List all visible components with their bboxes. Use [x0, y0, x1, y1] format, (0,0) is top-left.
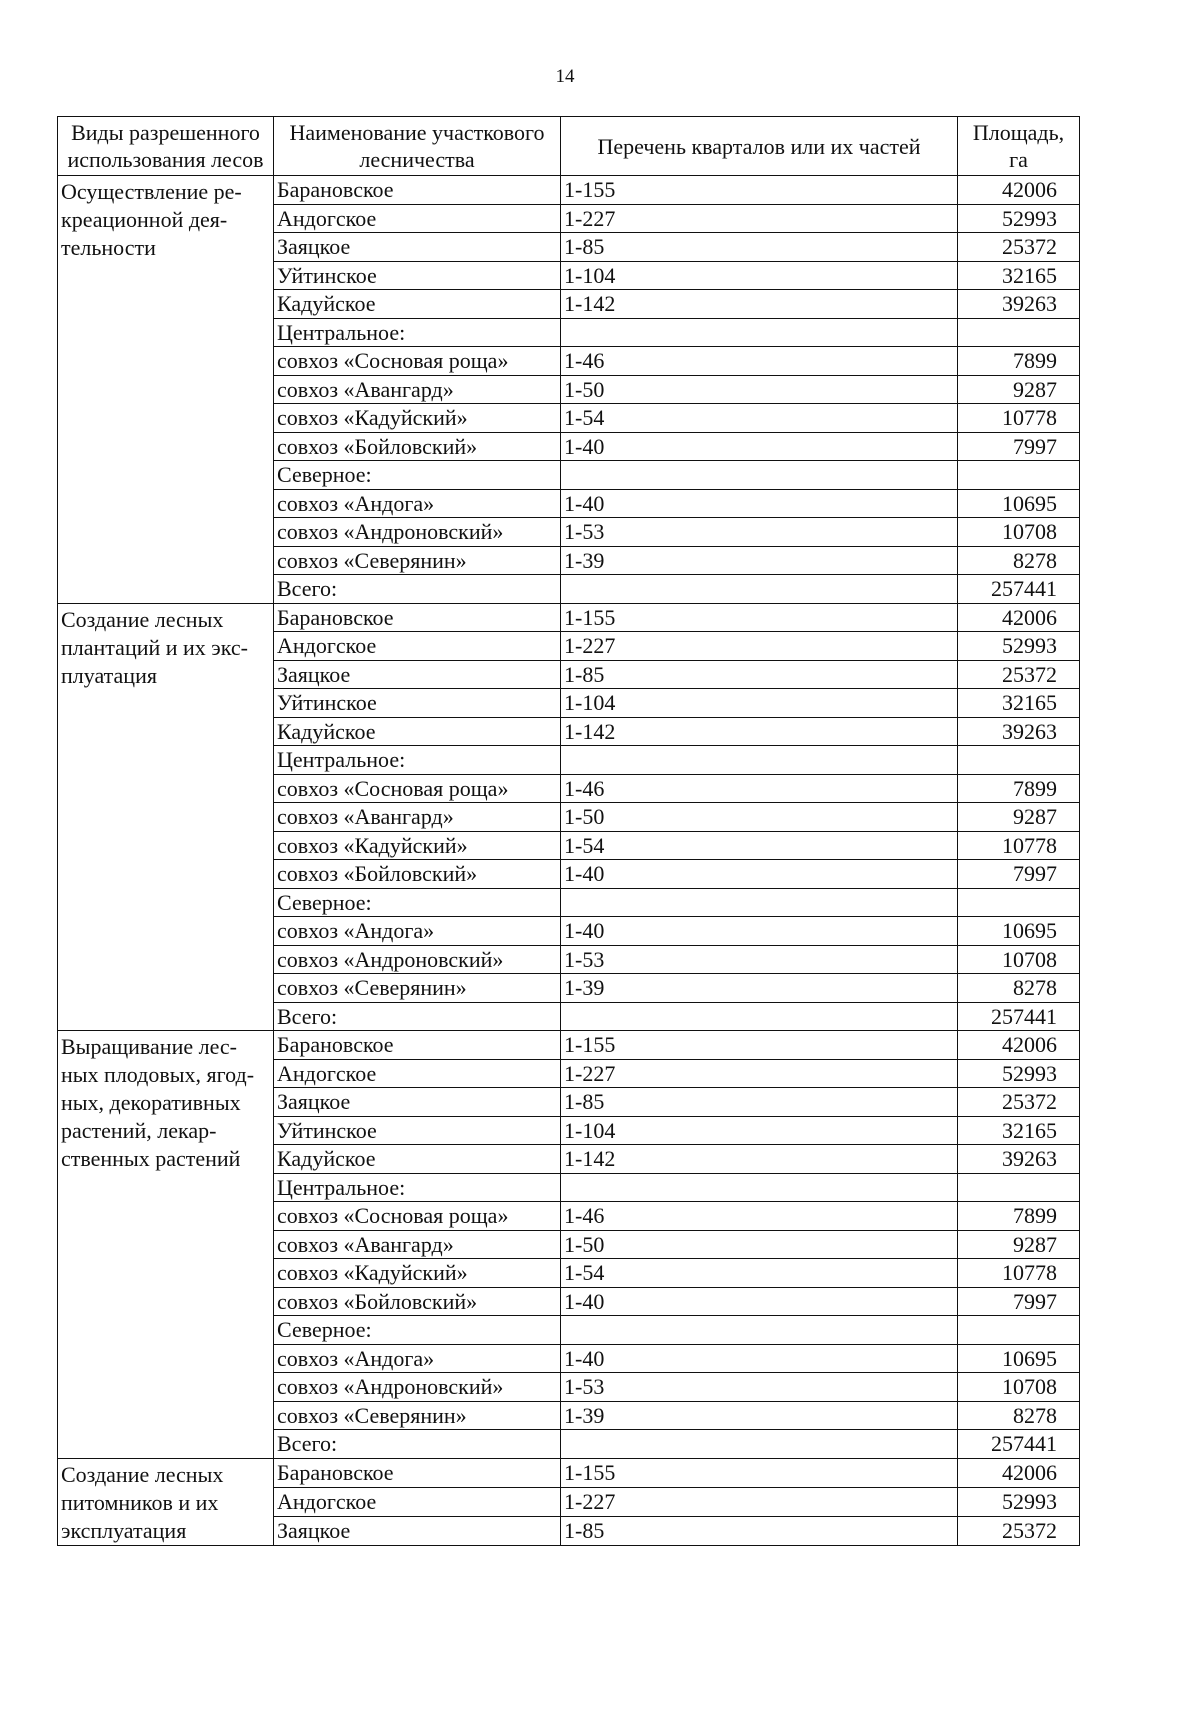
area-cell: 9287 [958, 803, 1080, 832]
forestry-name-cell: совхоз «Кадуйский» [274, 1259, 561, 1288]
table-row [58, 176, 1080, 205]
area-cell: 32165 [958, 1116, 1080, 1145]
quarters-cell [561, 1430, 958, 1459]
forestry-name-cell: совхоз «Андога» [274, 917, 561, 946]
forestry-name-cell: совхоз «Сосновая роща» [274, 774, 561, 803]
quarters-cell: 1-50 [561, 375, 958, 404]
area-cell: 42006 [958, 1031, 1080, 1060]
area-cell: 257441 [958, 575, 1080, 604]
area-cell: 10708 [958, 1373, 1080, 1402]
area-cell: 32165 [958, 261, 1080, 290]
quarters-cell: 1-54 [561, 1259, 958, 1288]
table-row [58, 1458, 1080, 1487]
quarters-cell [561, 888, 958, 917]
quarters-cell: 1-39 [561, 1401, 958, 1430]
table-row [58, 603, 1080, 632]
area-cell: 257441 [958, 1002, 1080, 1031]
forestry-name-cell: совхоз «Сосновая роща» [274, 1202, 561, 1231]
area-cell [958, 1316, 1080, 1345]
forestry-name-cell: Заяцкое [274, 1516, 561, 1545]
quarters-cell: 1-46 [561, 774, 958, 803]
quarters-cell [561, 1316, 958, 1345]
forestry-name-cell: Кадуйское [274, 717, 561, 746]
forestry-name-cell: совхоз «Андроновский» [274, 1373, 561, 1402]
quarters-cell: 1-53 [561, 518, 958, 547]
quarters-cell [561, 575, 958, 604]
area-cell: 8278 [958, 1401, 1080, 1430]
quarters-cell: 1-155 [561, 1031, 958, 1060]
quarters-cell: 1-40 [561, 1287, 958, 1316]
quarters-cell: 1-85 [561, 1088, 958, 1117]
area-cell [958, 888, 1080, 917]
forestry-name-cell: Всего: [274, 575, 561, 604]
forestry-name-cell: совхоз «Бойловский» [274, 1287, 561, 1316]
area-cell: 39263 [958, 717, 1080, 746]
quarters-cell: 1-39 [561, 546, 958, 575]
area-cell: 7899 [958, 347, 1080, 376]
quarters-cell: 1-40 [561, 489, 958, 518]
forestry-name-cell: совхоз «Северянин» [274, 1401, 561, 1430]
forestry-name-cell: Всего: [274, 1430, 561, 1459]
area-cell: 9287 [958, 1230, 1080, 1259]
forestry-name-cell: Барановское [274, 1031, 561, 1060]
area-cell: 52993 [958, 1487, 1080, 1516]
quarters-cell: 1-50 [561, 803, 958, 832]
use-type-cell: Создание лесных питомников и их эксплуатация [58, 1458, 274, 1545]
forestry-name-cell: Центральное: [274, 1173, 561, 1202]
quarters-cell: 1-155 [561, 603, 958, 632]
forestry-name-cell: совхоз «Северянин» [274, 546, 561, 575]
area-cell: 25372 [958, 233, 1080, 262]
area-cell: 7997 [958, 432, 1080, 461]
quarters-cell: 1-142 [561, 1145, 958, 1174]
area-cell [958, 461, 1080, 490]
forestry-name-cell: Северное: [274, 1316, 561, 1345]
forestry-name-cell: Барановское [274, 176, 561, 205]
quarters-cell: 1-40 [561, 917, 958, 946]
forestry-name-cell: Андогское [274, 632, 561, 661]
area-cell: 25372 [958, 1516, 1080, 1545]
area-cell: 10695 [958, 489, 1080, 518]
page-number: 14 [555, 66, 575, 87]
quarters-cell: 1-54 [561, 404, 958, 433]
forestry-name-cell: Заяцкое [274, 233, 561, 262]
area-cell [958, 746, 1080, 775]
quarters-cell: 1-53 [561, 1373, 958, 1402]
quarters-cell: 1-46 [561, 347, 958, 376]
quarters-cell: 1-85 [561, 1516, 958, 1545]
quarters-cell [561, 1002, 958, 1031]
forestry-name-cell: Всего: [274, 1002, 561, 1031]
area-cell: 10695 [958, 917, 1080, 946]
area-cell: 32165 [958, 689, 1080, 718]
area-cell: 10778 [958, 1259, 1080, 1288]
quarters-cell: 1-40 [561, 860, 958, 889]
quarters-cell: 1-39 [561, 974, 958, 1003]
forestry-name-cell: Кадуйское [274, 290, 561, 319]
forestry-name-cell: совхоз «Сосновая роща» [274, 347, 561, 376]
header-area: Площадь, га [958, 117, 1080, 176]
area-cell: 10778 [958, 404, 1080, 433]
quarters-cell: 1-40 [561, 432, 958, 461]
area-cell: 52993 [958, 632, 1080, 661]
forestry-name-cell: совхоз «Андога» [274, 489, 561, 518]
forestry-name-cell: Северное: [274, 888, 561, 917]
quarters-cell [561, 461, 958, 490]
quarters-cell: 1-227 [561, 204, 958, 233]
area-cell: 10708 [958, 518, 1080, 547]
quarters-cell: 1-227 [561, 632, 958, 661]
area-cell: 10778 [958, 831, 1080, 860]
area-cell: 52993 [958, 204, 1080, 233]
quarters-cell: 1-53 [561, 945, 958, 974]
forestry-name-cell: совхоз «Бойловский» [274, 432, 561, 461]
forestry-name-cell: совхоз «Авангард» [274, 375, 561, 404]
area-cell: 7899 [958, 774, 1080, 803]
forestry-name-cell: Уйтинское [274, 1116, 561, 1145]
forestry-name-cell: Заяцкое [274, 1088, 561, 1117]
area-cell: 42006 [958, 1458, 1080, 1487]
quarters-cell: 1-104 [561, 689, 958, 718]
forestry-name-cell: Центральное: [274, 318, 561, 347]
forestry-name-cell: Центральное: [274, 746, 561, 775]
quarters-cell: 1-54 [561, 831, 958, 860]
forestry-name-cell: совхоз «Авангард» [274, 1230, 561, 1259]
quarters-cell: 1-155 [561, 1458, 958, 1487]
forestry-name-cell: совхоз «Кадуйский» [274, 831, 561, 860]
forestry-name-cell: Уйтинское [274, 261, 561, 290]
forestry-name-cell: Уйтинское [274, 689, 561, 718]
forestry-name-cell: Барановское [274, 603, 561, 632]
forestry-name-cell: Кадуйское [274, 1145, 561, 1174]
forestry-name-cell: Барановское [274, 1458, 561, 1487]
quarters-cell [561, 318, 958, 347]
table-body [58, 176, 1080, 1546]
forestry-name-cell: совхоз «Кадуйский» [274, 404, 561, 433]
forestry-name-cell: совхоз «Бойловский» [274, 860, 561, 889]
forestry-name-cell: Северное: [274, 461, 561, 490]
table-header-row [58, 117, 1080, 176]
header-quarters: Перечень кварталов или их частей [561, 117, 958, 176]
forest-use-table [57, 116, 1080, 1546]
quarters-cell: 1-227 [561, 1059, 958, 1088]
forestry-name-cell: совхоз «Андога» [274, 1344, 561, 1373]
header-forestry: Наименование участкового лесничества [274, 117, 561, 176]
table-row [58, 1031, 1080, 1060]
forestry-name-cell: совхоз «Андроновский» [274, 945, 561, 974]
quarters-cell: 1-85 [561, 660, 958, 689]
header-use-type: Виды разрешенного использования лесов [58, 117, 274, 176]
quarters-cell: 1-50 [561, 1230, 958, 1259]
area-cell: 9287 [958, 375, 1080, 404]
forestry-name-cell: Андогское [274, 1487, 561, 1516]
quarters-cell: 1-142 [561, 290, 958, 319]
forestry-name-cell: совхоз «Авангард» [274, 803, 561, 832]
quarters-cell: 1-142 [561, 717, 958, 746]
forestry-name-cell: Андогское [274, 204, 561, 233]
forestry-name-cell: Заяцкое [274, 660, 561, 689]
area-cell: 39263 [958, 290, 1080, 319]
area-cell: 42006 [958, 176, 1080, 205]
area-cell: 8278 [958, 546, 1080, 575]
quarters-cell [561, 746, 958, 775]
area-cell: 39263 [958, 1145, 1080, 1174]
quarters-cell: 1-104 [561, 261, 958, 290]
area-cell: 7997 [958, 860, 1080, 889]
area-cell: 10708 [958, 945, 1080, 974]
area-cell: 257441 [958, 1430, 1080, 1459]
area-cell: 52993 [958, 1059, 1080, 1088]
quarters-cell: 1-46 [561, 1202, 958, 1231]
forestry-name-cell: совхоз «Андроновский» [274, 518, 561, 547]
area-cell [958, 318, 1080, 347]
area-cell: 25372 [958, 1088, 1080, 1117]
quarters-cell [561, 1173, 958, 1202]
quarters-cell: 1-40 [561, 1344, 958, 1373]
area-cell: 10695 [958, 1344, 1080, 1373]
quarters-cell: 1-85 [561, 233, 958, 262]
area-cell: 8278 [958, 974, 1080, 1003]
use-type-cell: Осуществление ре-креационной дея-тельности [58, 176, 274, 604]
forestry-name-cell: Андогское [274, 1059, 561, 1088]
area-cell [958, 1173, 1080, 1202]
quarters-cell: 1-227 [561, 1487, 958, 1516]
area-cell: 42006 [958, 603, 1080, 632]
use-type-cell: Создание лесных плантаций и их экс-плуатация [58, 603, 274, 1031]
use-type-cell: Выращивание лес-ных плодовых, ягод-ных, декоративных растений, лекар-ственных растений [58, 1031, 274, 1459]
forestry-name-cell: совхоз «Северянин» [274, 974, 561, 1003]
quarters-cell: 1-104 [561, 1116, 958, 1145]
area-cell: 7997 [958, 1287, 1080, 1316]
area-cell: 25372 [958, 660, 1080, 689]
quarters-cell: 1-155 [561, 176, 958, 205]
area-cell: 7899 [958, 1202, 1080, 1231]
